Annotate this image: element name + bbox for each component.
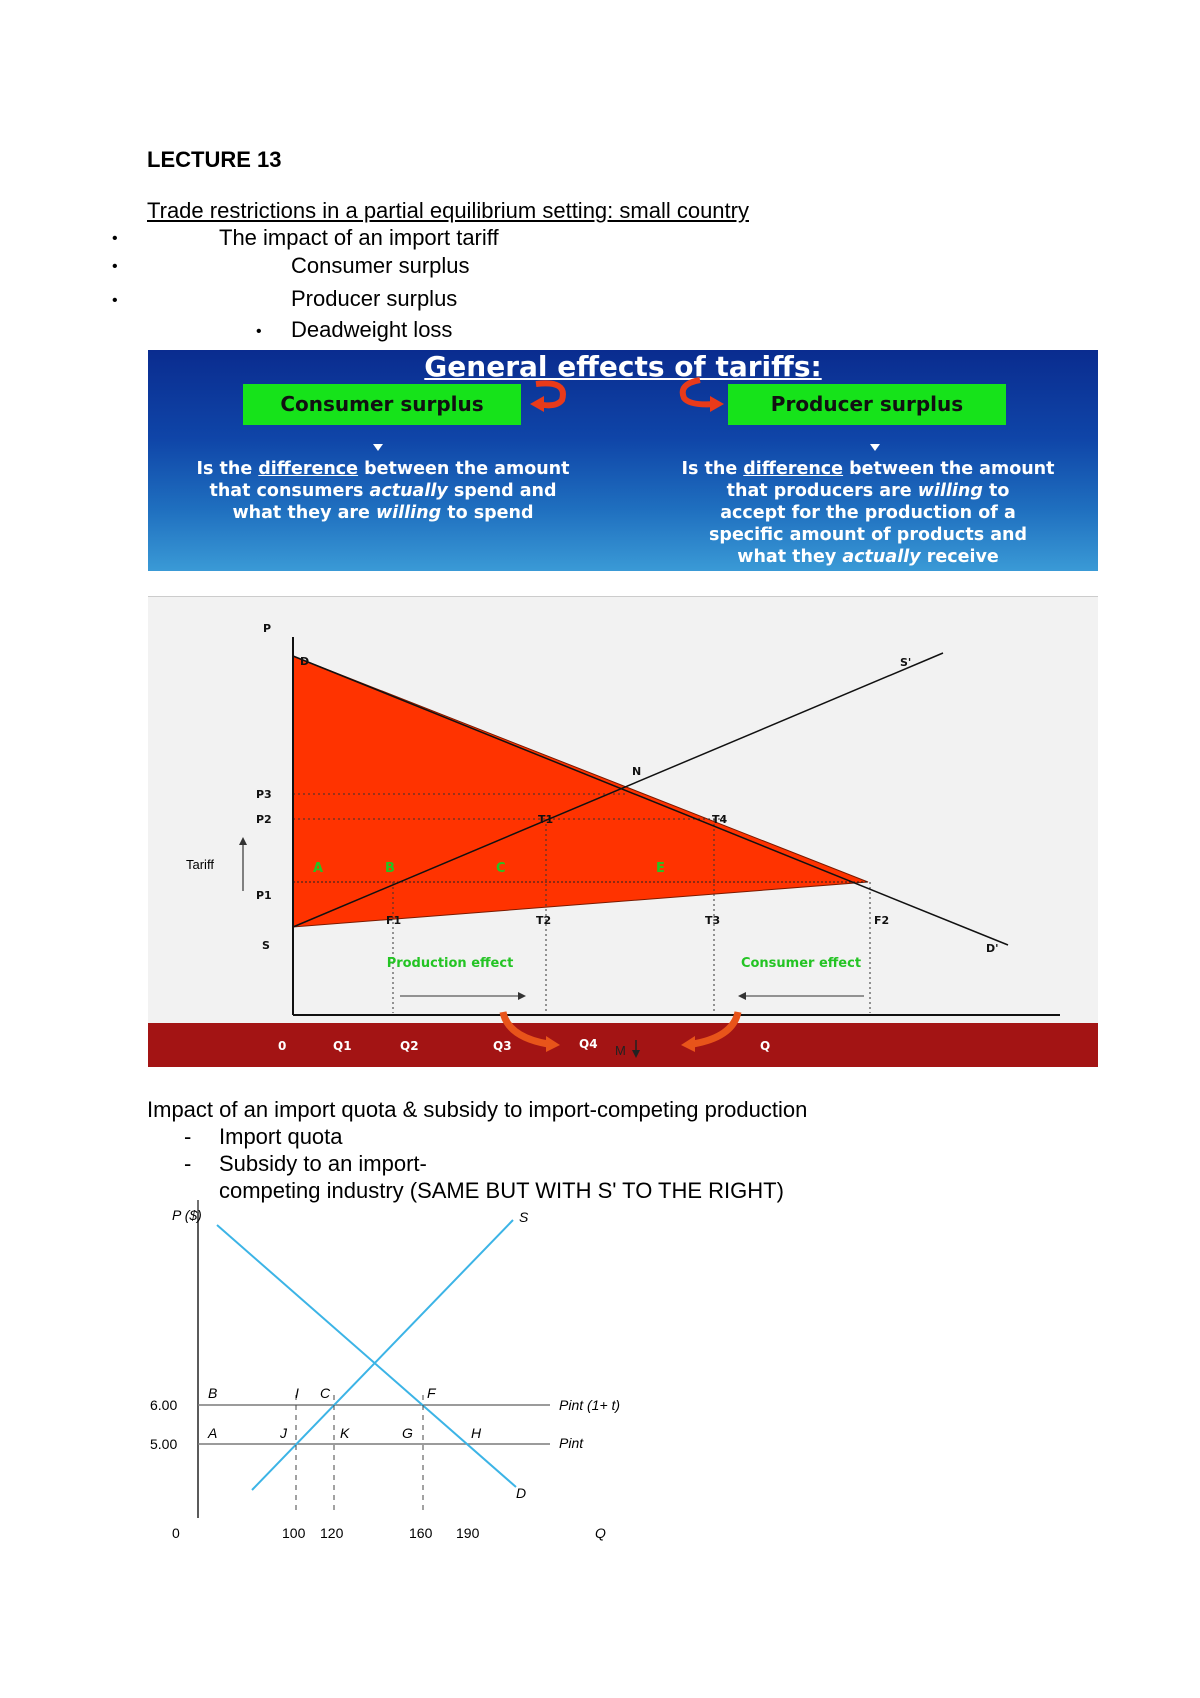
- slide-title: General effects of tariffs:: [424, 350, 822, 383]
- x-tick: 120: [320, 1525, 344, 1541]
- curved-arrow-icon: [528, 374, 588, 414]
- dash: -: [184, 1124, 192, 1149]
- section2-title: Impact of an import quota & subsidy to import-competing production: [147, 1097, 808, 1122]
- s-prime-label: S': [900, 656, 912, 669]
- bullet: •: [112, 230, 118, 247]
- p3-label: P3: [256, 788, 272, 801]
- tariff-diagram-slide: [148, 596, 1098, 1067]
- point-label: I: [295, 1385, 299, 1401]
- d-curve-label: D: [516, 1485, 527, 1501]
- q-axis-label: Q: [595, 1525, 606, 1541]
- x-tick-label: Q: [760, 1039, 771, 1053]
- bullet-text: Producer surplus: [291, 286, 458, 311]
- consumer-effect-label: Consumer effect: [740, 956, 862, 971]
- pint-tariff-label: Pint (1+ t): [559, 1397, 621, 1413]
- list-item-continuation: competing industry (SAME BUT WITH S' TO THE RIGHT): [219, 1178, 784, 1203]
- region-a-label: A: [313, 861, 324, 876]
- x-tick-label: Q3: [493, 1039, 512, 1053]
- quota-graph: [140, 1200, 660, 1550]
- region-b-label: B: [385, 861, 395, 876]
- n-label: N: [632, 765, 642, 778]
- small-arrow-icon: [870, 444, 880, 452]
- point-label: A: [208, 1425, 218, 1441]
- list-item: Import quota: [219, 1124, 343, 1149]
- x-tick-label: Q1: [333, 1039, 352, 1053]
- p1-label: P1: [256, 889, 272, 902]
- tariff-diagram: [148, 597, 1098, 1067]
- point-label: G: [402, 1425, 413, 1441]
- x-tick-label: Q2: [400, 1039, 419, 1053]
- f2-label: F2: [874, 914, 890, 927]
- s-label: S: [262, 939, 270, 952]
- t2-label: T2: [536, 914, 552, 927]
- p-axis-label: P ($): [172, 1207, 202, 1223]
- point-label: F: [427, 1385, 436, 1401]
- p2-label: P2: [256, 813, 272, 826]
- section1-title: Trade restrictions in a partial equilibrium setting: small country: [147, 198, 749, 223]
- consumer-surplus-description: Is the difference between the amount that consumers actually spend and what they are willing to spend: [196, 459, 570, 523]
- arrow-left-icon: [738, 992, 746, 1000]
- y-tick: 6.00: [150, 1397, 178, 1413]
- t4-label: T4: [712, 813, 728, 826]
- f1-label: F1: [386, 914, 402, 927]
- arrow-up-icon: [239, 837, 247, 845]
- lecture-heading: LECTURE 13: [147, 147, 282, 172]
- x-tick: 100: [282, 1525, 306, 1541]
- x-tick-label: Q4: [579, 1037, 598, 1051]
- y-tick: 5.00: [150, 1436, 178, 1452]
- tariff-effects-slide: [148, 350, 1098, 571]
- bullet-text: Consumer surplus: [291, 253, 470, 278]
- region-c-label: C: [496, 861, 506, 876]
- x-tick: 0: [172, 1525, 180, 1541]
- bullet-text: The impact of an import tariff: [219, 225, 499, 250]
- production-effect-label: Production effect: [386, 956, 514, 971]
- point-label: J: [280, 1425, 287, 1441]
- shaded-surplus-area: [293, 656, 868, 927]
- small-arrow-icon: [373, 444, 383, 452]
- d-label: D: [300, 655, 310, 668]
- dash: -: [184, 1151, 192, 1176]
- list-item: Subsidy to an import-: [219, 1151, 427, 1176]
- producer-surplus-box: Producer surplus: [728, 384, 1006, 425]
- bullet: •: [112, 292, 118, 309]
- t1-label: T1: [538, 813, 554, 826]
- tariff-label: Tariff: [186, 857, 214, 872]
- region-e-label: E: [656, 861, 665, 876]
- arrow-right-icon: [518, 992, 526, 1000]
- d-prime-label: D': [986, 942, 999, 955]
- bullet: •: [256, 323, 262, 340]
- bullet-text: Deadweight loss: [291, 317, 453, 342]
- x-tick: 160: [409, 1525, 433, 1541]
- point-label: B: [208, 1385, 218, 1401]
- x-tick: 190: [456, 1525, 480, 1541]
- pint-label: Pint: [559, 1435, 584, 1451]
- consumer-surplus-box: Consumer surplus: [243, 384, 521, 425]
- p-axis-label: P: [263, 622, 272, 635]
- t3-label: T3: [705, 914, 721, 927]
- producer-surplus-description: Is the difference between the amount that producers are willing to accept for the production of a specific amount of products and what they actually receive: [681, 459, 1055, 567]
- curved-arrow-icon: [670, 374, 730, 414]
- point-label: K: [340, 1425, 350, 1441]
- point-label: H: [471, 1425, 482, 1441]
- m-label: M: [615, 1043, 626, 1058]
- x-tick-label: 0: [278, 1039, 287, 1053]
- point-label: C: [320, 1385, 331, 1401]
- bullet: •: [112, 258, 118, 275]
- s-curve-label: S: [519, 1209, 529, 1225]
